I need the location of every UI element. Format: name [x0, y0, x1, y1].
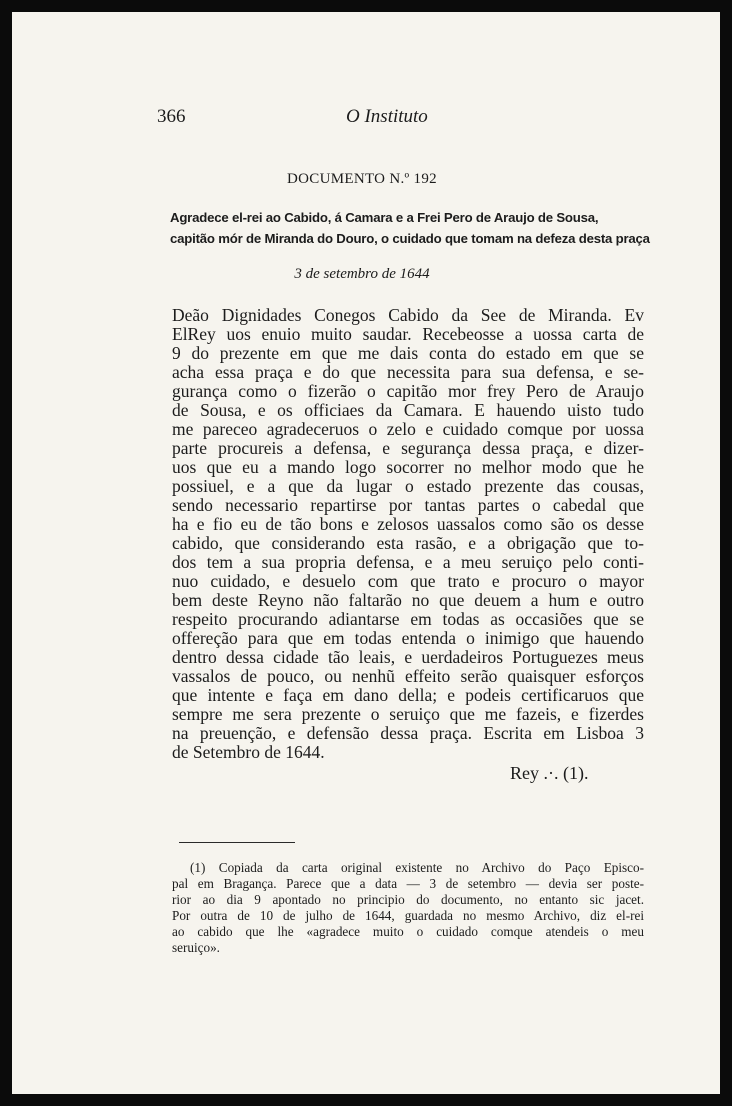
summary-line: capitão mór de Miranda do Douro, o cuidado que tomam na defeza desta praça — [170, 231, 650, 246]
body-line: de Sousa, e os officiaes da Camara. E hauendo uisto tudo — [172, 400, 644, 420]
body-line: respeito procurando adiantarse em todas as occasiões que se — [172, 609, 644, 629]
body-line: na preuenção, e defensão dessa praça. Escrita em Lisboa 3 — [172, 723, 644, 743]
running-title: O Instituto — [346, 106, 428, 127]
body-line: ha e fio eu de tão bons e zelosos uassalos como são os desse — [172, 514, 644, 534]
footnote-line: seruiço». — [172, 940, 220, 955]
body-line: de Setembro de 1644. — [172, 742, 325, 762]
body-line: acha essa praça e do que necessita para sua defensa, e se- — [172, 362, 644, 382]
page-number: 366 — [157, 106, 186, 127]
footnote-line: (1) Copiada da carta original existente no Archivo do Paço Episco- — [190, 860, 644, 875]
body-line: bem deste Reyno não faltarão no que deuem a hum e outro — [172, 590, 644, 610]
body-line: sendo necessario repartirse por tantas partes o cabedal que — [172, 495, 644, 515]
body-line: me pareceo agradeceruos o zelo e cuidado comque por uossa — [172, 419, 644, 439]
footnote-line: ao cabido que lhe «agradece muito o cuidado comque atendeis o meu — [172, 924, 644, 939]
body-line: cabido, que considerando esta rasão, e a obrigação que to- — [172, 533, 644, 553]
summary-line: Agradece el-rei ao Cabido, á Camara e a Frei Pero de Araujo de Sousa, — [170, 210, 599, 225]
body-line: vassalos de pouco, ou nenhũ effeito serão quaisquer esforços — [172, 666, 644, 686]
body-line: parte procureis a defensa, e segurança dessa praça, e dizer- — [172, 438, 644, 458]
footnote-line: Por outra de 10 de julho de 1644, guardada no mesmo Archivo, diz el-rei — [172, 908, 644, 923]
body-line: offereção para que em todas entenda o inimigo que hauendo — [172, 628, 644, 648]
body-line: gurança como o fizerão o capitão mor frey Pero de Araujo — [172, 381, 644, 401]
document-heading: DOCUMENTO N.º 192 — [287, 171, 437, 187]
document-date: 3 de setembro de 1644 — [294, 266, 430, 282]
body-line: possiuel, e a que da lugar o estado prezente das cousas, — [172, 476, 644, 496]
body-line: que intente e faça em dano della; e podeis certificaruos que — [172, 685, 644, 705]
footnote-line: pal em Bragança. Parece que a data — 3 de setembro — devia ser poste- — [172, 876, 644, 891]
body-line: 9 do prezente em que me dais conta do estado em que se — [172, 343, 644, 363]
body-line: dos tem a sua propria defensa, e a meu seruiço pelo conti- — [172, 552, 644, 572]
body-line: Deão Dignidades Conegos Cabido da See de Miranda. Ev — [172, 305, 644, 325]
footnote-line: rior ao dia 9 apontado no principio do documento, no entanto sic jacet. — [172, 892, 644, 907]
footnote-divider — [179, 842, 295, 843]
book-page — [12, 12, 720, 1094]
body-line: ElRey uos enuio muito saudar. Recebeosse a uossa carta de — [172, 324, 644, 344]
body-line: nuo cuidado, e desuelo com que trato e procuro o mayor — [172, 571, 644, 591]
body-line: sempre me sera prezente o seruiço que me fazeis, e fizerdes — [172, 704, 644, 724]
body-line: uos que eu a mando logo socorrer no melhor modo que he — [172, 457, 644, 477]
body-line: dentro dessa cidade tão leais, e uerdadeiros Portuguezes meus — [172, 647, 644, 667]
signature: Rey .·. (1). — [510, 763, 589, 783]
